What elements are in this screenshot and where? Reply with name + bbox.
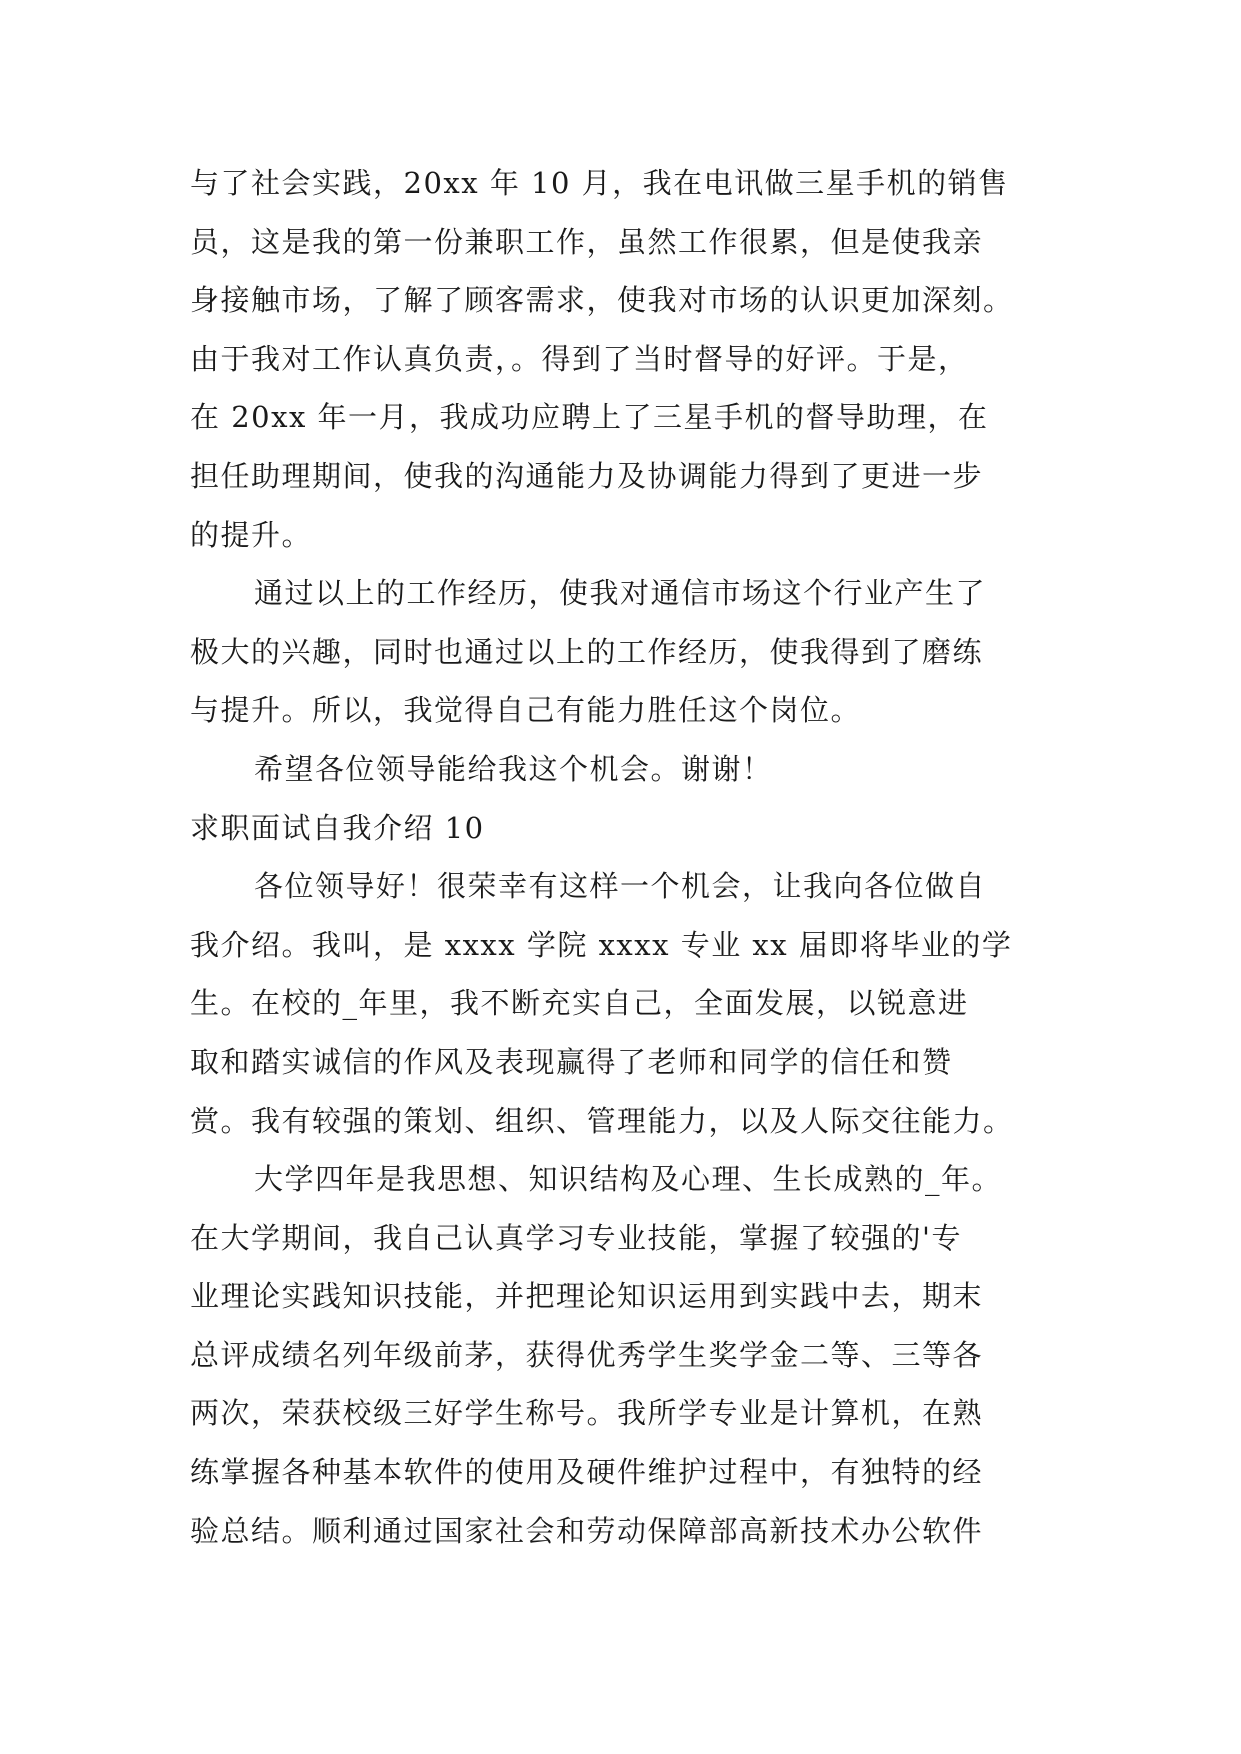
text-line: 希望各位领导能给我这个机会。谢谢！: [254, 751, 773, 786]
text-line: 极大的兴趣，同时也通过以上的工作经历，使我得到了磨练: [190, 634, 984, 669]
text-line: 与了社会实践，20xx 年 10 月，我在电讯做三星手机的销售: [190, 166, 1009, 200]
text-line: 我介绍。我叫，是 xxxx 学院 xxxx 专业 xx 届即将毕业的学: [190, 927, 1013, 962]
text-line: 练掌握各种基本软件的使用及硬件维护过程中，有独特的经: [190, 1455, 984, 1490]
paragraph-greeting: [190, 857, 1070, 1150]
paragraph-closing: [190, 740, 1070, 799]
text-line: 各位领导好！很荣幸有这样一个机会，让我向各位做自: [254, 869, 987, 904]
text-line: 生。在校的_年里，我不断充实自己，全面发展，以锐意进: [190, 986, 969, 1021]
text-line: 与提升。所以，我觉得自己有能力胜任这个岗位。: [190, 693, 862, 728]
section-heading: 求职面试自我介绍 10: [190, 810, 485, 845]
text-line: 通过以上的工作经历，使我对通信市场这个行业产生了: [254, 576, 987, 611]
text-line: 取和踏实诚信的作风及表现赢得了老师和同学的信任和赞: [190, 1044, 953, 1079]
paragraph-university: [190, 1150, 1070, 1560]
text-line: 由于我对工作认真负责，。得到了当时督导的好评。于是，: [190, 341, 969, 376]
text-line: 在大学期间，我自己认真学习专业技能，掌握了较强的'专: [190, 1220, 962, 1255]
text-line: 的提升。: [190, 517, 313, 552]
text-line: 业理论实践知识技能，并把理论知识运用到实践中去，期末: [190, 1279, 984, 1314]
text-line: 验总结。顺利通过国家社会和劳动保障部高新技术办公软件: [190, 1513, 984, 1548]
paragraph-work-experience: [190, 564, 1070, 740]
text-line: 大学四年是我思想、知识结构及心理、生长成熟的_年。: [254, 1162, 1003, 1197]
text-line: 在 20xx 年一月，我成功应聘上了三星手机的督导助理，在: [190, 400, 989, 435]
text-line: 员，这是我的第一份兼职工作，虽然工作很累，但是使我亲: [190, 224, 984, 259]
text-line: 身接触市场，了解了顾客需求，使我对市场的认识更加深刻。: [190, 283, 1014, 318]
text-line: 总评成绩名列年级前茅，获得优秀学生奖学金二等、三等各: [190, 1337, 984, 1372]
text-line: 担任助理期间，使我的沟通能力及协调能力得到了更进一步: [190, 458, 984, 493]
text-line: 赏。我有较强的策划、组织、管理能力，以及人际交往能力。: [190, 1103, 1014, 1138]
document-body: [190, 154, 1070, 1560]
paragraph-continuation: [190, 154, 1070, 564]
text-line: 两次，荣获校级三好学生称号。我所学专业是计算机，在熟: [190, 1396, 984, 1431]
